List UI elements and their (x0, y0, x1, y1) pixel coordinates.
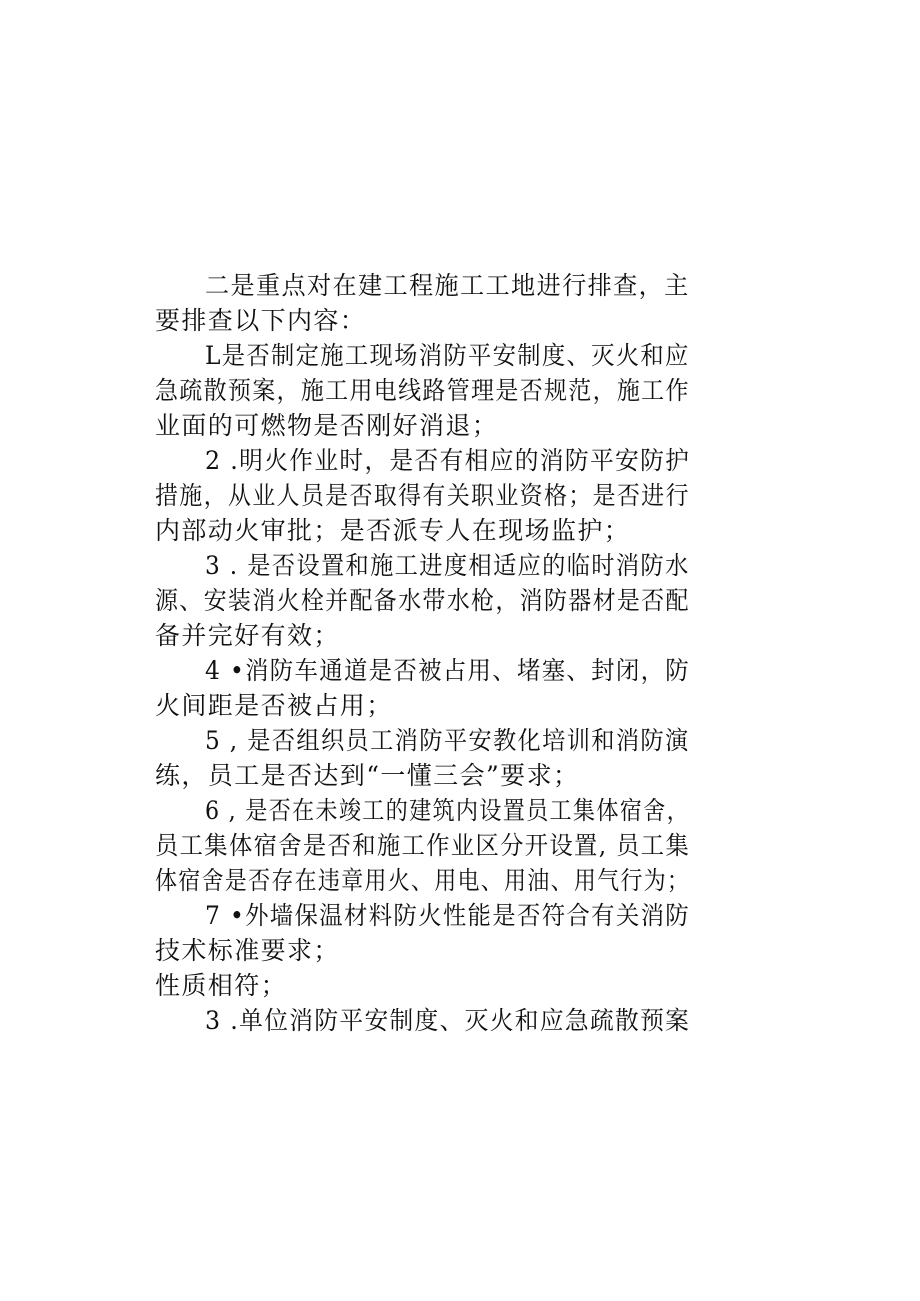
text-line: 4 •消防车通道是否被占用、堵塞、封闭，防 (205, 656, 691, 685)
text-line: 内部动火审批；是否派专人在现场监护； (155, 516, 631, 545)
text-line: 5 , 是否组织员工消防平安教化培训和消防演 (205, 726, 690, 755)
text-line: 措施，从业人员是否取得有关职业资格；是否进行 (155, 481, 690, 510)
text-line: 急疏散预案，施工用电线路管理是否规范，施工作 (155, 376, 690, 405)
text-line: 7 •外墙保温材料防火性能是否符合有关消防 (205, 901, 691, 930)
text-line: 员工集体宿舍是否和施工作业区分开设置, 员工集 (155, 831, 691, 860)
text-line: 源、安装消火栓并配备水带水枪，消防器材是否配 (155, 586, 690, 615)
text-line: 火间距是否被占用； (155, 691, 393, 720)
text-line: 6 , 是否在未竣工的建筑内设置员工集体宿舍， (205, 796, 690, 825)
text-line: 性质相符； (155, 971, 288, 1000)
text-line: 备并完好有效； (155, 621, 340, 650)
text-line: 练，员工是否达到“一懂三会”要求； (155, 761, 580, 790)
text-line: L是否制定施工现场消防平安制度、灭火和应 (205, 341, 690, 370)
text-line: 3 .单位消防平安制度、灭火和应急疏散预案 (205, 1006, 691, 1035)
text-line: 技术标准要求； (155, 936, 340, 965)
text-line: 要排查以下内容： (155, 306, 367, 335)
text-line: 业面的可燃物是否刚好消退； (155, 411, 499, 440)
text-line: 2 .明火作业时，是否有相应的消防平安防护 (205, 446, 691, 475)
text-line: 体宿舍是否存在违章用火、用电、用油、用气行为； (155, 866, 691, 895)
text-line: 二是重点对在建工程施工工地进行排查，主 (205, 271, 690, 300)
text-line: 3 . 是否设置和施工进度相适应的临时消防水 (205, 551, 690, 580)
